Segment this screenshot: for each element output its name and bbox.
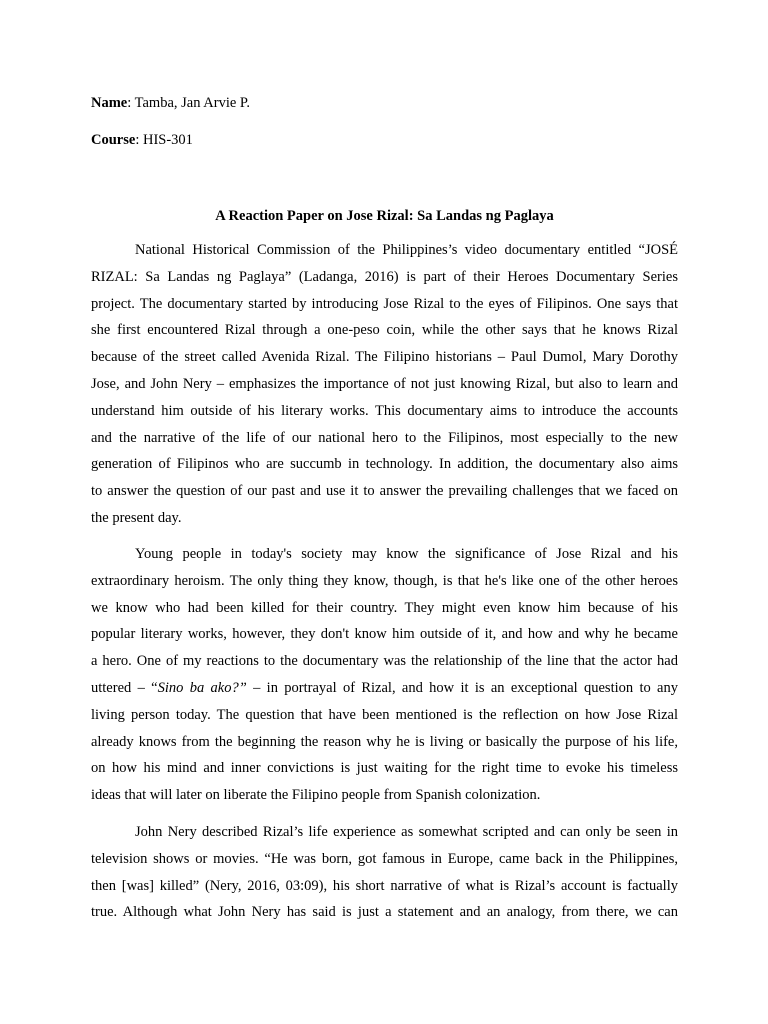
paragraph-line: then [was] killed” (Nery, 2016, 03:09), his short narrative of what is Rizal’s account is factually [91, 877, 678, 894]
paragraph-line: National Historical Commission of the Philippines’s video documentary entitled “JOSÉ [135, 242, 678, 258]
paragraph-line: Jose, and John Nery – emphasizes the importance of not just knowing Rizal, but also to learn and [91, 375, 678, 392]
paragraph-line: generation of Filipinos who are succumb in technology. In addition, the documentary also aims [91, 456, 678, 473]
paragraph-line: extraordinary heroism. The only thing they know, though, is that he's like one of the other heroes [91, 572, 678, 589]
paragraph-line: to answer the question of our past and use it to answer the prevailing challenges that we faced on [91, 483, 678, 500]
name-line [91, 93, 250, 113]
paragraph-line: television shows or movies. “He was born, got famous in Europe, came back in the Philippines, [91, 850, 678, 867]
paragraph-line: Young people in today's society may know the significance of Jose Rizal and his [135, 546, 678, 562]
course-value: : HIS-301 [135, 132, 193, 148]
paragraph-2 [91, 541, 678, 809]
paragraph-line: RIZAL: Sa Landas ng Paglaya” (Ladanga, 2016) is part of their Heroes Documentary Series [91, 268, 678, 285]
quote-open: uttered – “ [91, 679, 158, 696]
paragraph-line: she first encountered Rizal through a one-peso coin, while the other says that he knows Rizal [91, 322, 678, 339]
paragraph-line: true. Although what John Nery has said is just a statement and an analogy, from there, we can [91, 904, 678, 921]
paragraph-line: John Nery described Rizal’s life experience as somewhat scripted and can only be seen in [135, 824, 678, 840]
document-title: A Reaction Paper on Jose Rizal: Sa Landas ng Paglaya [215, 208, 554, 224]
paragraph-1 [91, 237, 678, 532]
paragraph-line: already knows from the beginning the reason why he is living or basically the purpose of his life, [91, 733, 678, 750]
paragraph-line: project. The documentary started by introducing Jose Rizal to the eyes of Filipinos. One says that [91, 295, 678, 312]
name-value: : Tamba, Jan Arvie P. [127, 95, 251, 111]
name-label: Name [91, 95, 128, 111]
quoted-question: Sino ba ako?” [157, 679, 247, 696]
paragraph-line-with-quote [91, 675, 678, 702]
course-label: Course [91, 132, 136, 148]
paragraph-line: living person today. The question that have been mentioned is the reflection on how Jose Rizal [91, 706, 678, 723]
paragraph-line: we know who had been killed for their country. They might even know him because of his [91, 599, 678, 616]
paragraph-line: because of the street called Avenida Rizal. The Filipino historians – Paul Dumol, Mary Dorothy [91, 349, 678, 366]
paragraph-line: ideas that will later on liberate the Filipino people from Spanish colonization. [91, 787, 541, 804]
paragraph-line: on how his mind and inner convictions is just waiting for the right time to evoke his timeless [91, 760, 678, 777]
paragraph-line: a hero. One of my reactions to the documentary was the relationship of the line that the actor had [91, 653, 678, 670]
quote-continuation: – in portrayal of Rizal, and how it is an exceptional question to any [246, 679, 678, 696]
paragraph-line: popular literary works, however, they don't know him outside of it, and how and why he became [91, 626, 678, 643]
paragraph-line: and the narrative of the life of our national hero to the Filipinos, most especially to the new [91, 429, 678, 446]
paragraph-line: understand him outside of his literary works. This documentary aims to introduce the accounts [91, 402, 678, 419]
course-line [91, 130, 193, 150]
paragraph-3 [91, 819, 678, 926]
paragraph-line: the present day. [91, 509, 182, 526]
